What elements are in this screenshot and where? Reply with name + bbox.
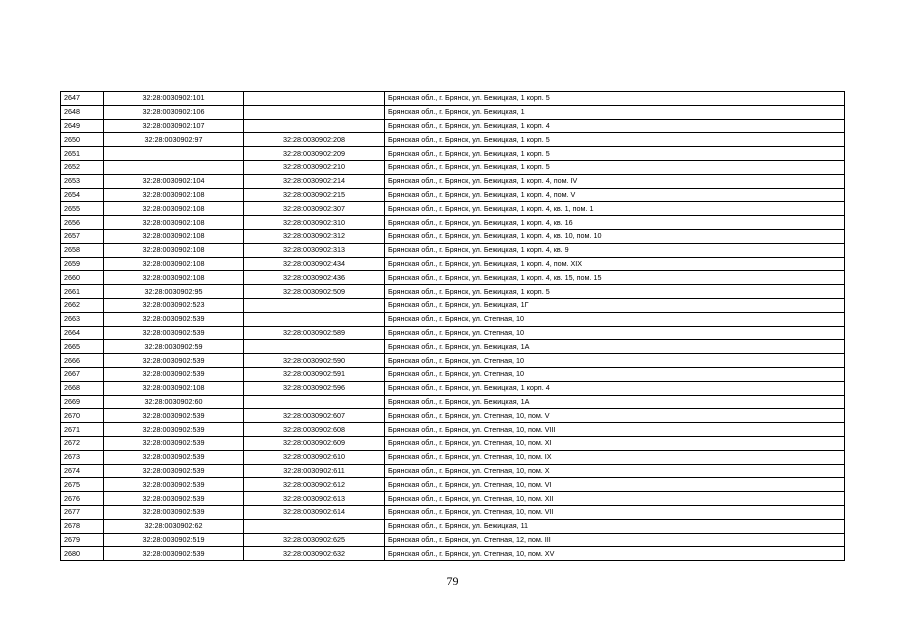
row-number-cell: 2653 <box>61 174 104 188</box>
parcel-number-cell: 32:28:0030902:106 <box>104 105 244 119</box>
object-number-cell <box>244 92 385 106</box>
table-row <box>61 326 845 340</box>
parcel-number-cell: 32:28:0030902:108 <box>104 188 244 202</box>
row-number-cell: 2655 <box>61 202 104 216</box>
row-number-cell: 2673 <box>61 450 104 464</box>
address-cell: Брянская обл., г. Брянск, ул. Бежицкая, 1 корп. 5 <box>385 92 845 106</box>
object-number-cell: 32:28:0030902:610 <box>244 450 385 464</box>
table-row <box>61 202 845 216</box>
table-row <box>61 92 845 106</box>
row-number-cell: 2672 <box>61 436 104 450</box>
parcel-number-cell: 32:28:0030902:539 <box>104 312 244 326</box>
address-cell: Брянская обл., г. Брянск, ул. Степная, 10 <box>385 312 845 326</box>
address-cell: Брянская обл., г. Брянск, ул. Бежицкая, 1 корп. 4 <box>385 119 845 133</box>
parcel-number-cell: 32:28:0030902:60 <box>104 395 244 409</box>
row-number-cell: 2678 <box>61 519 104 533</box>
table-row <box>61 436 845 450</box>
parcel-number-cell: 32:28:0030902:523 <box>104 298 244 312</box>
object-number-cell <box>244 519 385 533</box>
row-number-cell: 2657 <box>61 229 104 243</box>
address-cell: Брянская обл., г. Брянск, ул. Бежицкая, 1 корп. 5 <box>385 285 845 299</box>
parcel-number-cell: 32:28:0030902:539 <box>104 505 244 519</box>
row-number-cell: 2652 <box>61 160 104 174</box>
row-number-cell: 2665 <box>61 340 104 354</box>
row-number-cell: 2669 <box>61 395 104 409</box>
row-number-cell: 2658 <box>61 243 104 257</box>
parcel-number-cell: 32:28:0030902:108 <box>104 381 244 395</box>
row-number-cell: 2674 <box>61 464 104 478</box>
object-number-cell: 32:28:0030902:210 <box>244 160 385 174</box>
address-cell: Брянская обл., г. Брянск, ул. Степная, 10 <box>385 326 845 340</box>
address-cell: Брянская обл., г. Брянск, ул. Бежицкая, 1 корп. 4, кв. 15, пом. 15 <box>385 271 845 285</box>
object-number-cell: 32:28:0030902:607 <box>244 409 385 423</box>
address-cell: Брянская обл., г. Брянск, ул. Степная, 10, пом. V <box>385 409 845 423</box>
row-number-cell: 2660 <box>61 271 104 285</box>
table-row <box>61 257 845 271</box>
row-number-cell: 2670 <box>61 409 104 423</box>
table-row <box>61 547 845 561</box>
address-cell: Брянская обл., г. Брянск, ул. Степная, 10, пом. XI <box>385 436 845 450</box>
address-cell: Брянская обл., г. Брянск, ул. Бежицкая, 1 корп. 4, кв. 1, пом. 1 <box>385 202 845 216</box>
page-number: 79 <box>446 574 459 588</box>
row-number-cell: 2659 <box>61 257 104 271</box>
parcel-number-cell: 32:28:0030902:108 <box>104 202 244 216</box>
row-number-cell: 2680 <box>61 547 104 561</box>
cadastral-table <box>60 91 845 561</box>
object-number-cell: 32:28:0030902:215 <box>244 188 385 202</box>
object-number-cell: 32:28:0030902:611 <box>244 464 385 478</box>
parcel-number-cell: 32:28:0030902:101 <box>104 92 244 106</box>
row-number-cell: 2677 <box>61 505 104 519</box>
table-row <box>61 312 845 326</box>
row-number-cell: 2649 <box>61 119 104 133</box>
table-row <box>61 519 845 533</box>
table-row <box>61 423 845 437</box>
table-row <box>61 298 845 312</box>
parcel-number-cell: 32:28:0030902:539 <box>104 547 244 561</box>
parcel-number-cell: 32:28:0030902:539 <box>104 423 244 437</box>
object-number-cell: 32:28:0030902:596 <box>244 381 385 395</box>
parcel-number-cell: 32:28:0030902:95 <box>104 285 244 299</box>
address-cell: Брянская обл., г. Брянск, ул. Степная, 10 <box>385 367 845 381</box>
parcel-number-cell: 32:28:0030902:539 <box>104 492 244 506</box>
address-cell: Брянская обл., г. Брянск, ул. Бежицкая, 1 корп. 5 <box>385 160 845 174</box>
row-number-cell: 2656 <box>61 216 104 230</box>
parcel-number-cell: 32:28:0030902:539 <box>104 326 244 340</box>
table-row <box>61 229 845 243</box>
parcel-number-cell: 32:28:0030902:539 <box>104 367 244 381</box>
address-cell: Брянская обл., г. Брянск, ул. Бежицкая, 1 корп. 4, пом. V <box>385 188 845 202</box>
object-number-cell <box>244 119 385 133</box>
parcel-number-cell <box>104 160 244 174</box>
address-cell: Брянская обл., г. Брянск, ул. Бежицкая, 1 корп. 4 <box>385 381 845 395</box>
address-cell: Брянская обл., г. Брянск, ул. Бежицкая, 1 корп. 4, пом. XIX <box>385 257 845 271</box>
parcel-number-cell: 32:28:0030902:97 <box>104 133 244 147</box>
parcel-number-cell: 32:28:0030902:539 <box>104 478 244 492</box>
row-number-cell: 2654 <box>61 188 104 202</box>
row-number-cell: 2650 <box>61 133 104 147</box>
object-number-cell: 32:28:0030902:591 <box>244 367 385 381</box>
row-number-cell: 2671 <box>61 423 104 437</box>
object-number-cell <box>244 312 385 326</box>
parcel-number-cell: 32:28:0030902:108 <box>104 243 244 257</box>
row-number-cell: 2664 <box>61 326 104 340</box>
address-cell: Брянская обл., г. Брянск, ул. Степная, 10, пом. IX <box>385 450 845 464</box>
table-row <box>61 533 845 547</box>
object-number-cell: 32:28:0030902:209 <box>244 147 385 161</box>
address-cell: Брянская обл., г. Брянск, ул. Бежицкая, 11 <box>385 519 845 533</box>
address-cell: Брянская обл., г. Брянск, ул. Степная, 10, пом. VII <box>385 505 845 519</box>
parcel-number-cell: 32:28:0030902:108 <box>104 229 244 243</box>
address-cell: Брянская обл., г. Брянск, ул. Бежицкая, 1 корп. 4, кв. 10, пом. 10 <box>385 229 845 243</box>
address-cell: Брянская обл., г. Брянск, ул. Степная, 10, пом. XV <box>385 547 845 561</box>
object-number-cell: 32:28:0030902:436 <box>244 271 385 285</box>
table-row <box>61 119 845 133</box>
table-row <box>61 188 845 202</box>
address-cell: Брянская обл., г. Брянск, ул. Бежицкая, 1Г <box>385 298 845 312</box>
address-cell: Брянская обл., г. Брянск, ул. Бежицкая, 1 корп. 5 <box>385 133 845 147</box>
parcel-number-cell: 32:28:0030902:104 <box>104 174 244 188</box>
address-cell: Брянская обл., г. Брянск, ул. Бежицкая, 1А <box>385 340 845 354</box>
object-number-cell: 32:28:0030902:608 <box>244 423 385 437</box>
object-number-cell: 32:28:0030902:307 <box>244 202 385 216</box>
address-cell: Брянская обл., г. Брянск, ул. Бежицкая, 1 корп. 4, пом. IV <box>385 174 845 188</box>
object-number-cell: 32:28:0030902:590 <box>244 354 385 368</box>
table-row <box>61 354 845 368</box>
table-row <box>61 409 845 423</box>
table-row <box>61 505 845 519</box>
row-number-cell: 2668 <box>61 381 104 395</box>
row-number-cell: 2679 <box>61 533 104 547</box>
row-number-cell: 2661 <box>61 285 104 299</box>
parcel-number-cell: 32:28:0030902:59 <box>104 340 244 354</box>
object-number-cell: 32:28:0030902:625 <box>244 533 385 547</box>
row-number-cell: 2666 <box>61 354 104 368</box>
object-number-cell: 32:28:0030902:614 <box>244 505 385 519</box>
parcel-number-cell: 32:28:0030902:519 <box>104 533 244 547</box>
table-row <box>61 285 845 299</box>
address-cell: Брянская обл., г. Брянск, ул. Степная, 10 <box>385 354 845 368</box>
table-row <box>61 478 845 492</box>
address-cell: Брянская обл., г. Брянск, ул. Бежицкая, 1 корп. 4, кв. 16 <box>385 216 845 230</box>
address-cell: Брянская обл., г. Брянск, ул. Степная, 12, пом. III <box>385 533 845 547</box>
row-number-cell: 2648 <box>61 105 104 119</box>
row-number-cell: 2667 <box>61 367 104 381</box>
row-number-cell: 2647 <box>61 92 104 106</box>
address-cell: Брянская обл., г. Брянск, ул. Бежицкая, 1 корп. 4, кв. 9 <box>385 243 845 257</box>
object-number-cell: 32:28:0030902:313 <box>244 243 385 257</box>
object-number-cell: 32:28:0030902:589 <box>244 326 385 340</box>
address-cell: Брянская обл., г. Брянск, ул. Степная, 10, пом. VIII <box>385 423 845 437</box>
table-row <box>61 340 845 354</box>
parcel-number-cell: 32:28:0030902:108 <box>104 271 244 285</box>
table-row <box>61 492 845 506</box>
parcel-number-cell: 32:28:0030902:539 <box>104 436 244 450</box>
address-cell: Брянская обл., г. Брянск, ул. Степная, 10, пом. VI <box>385 478 845 492</box>
address-cell: Брянская обл., г. Брянск, ул. Степная, 10, пом. X <box>385 464 845 478</box>
parcel-number-cell: 32:28:0030902:108 <box>104 257 244 271</box>
object-number-cell: 32:28:0030902:310 <box>244 216 385 230</box>
row-number-cell: 2662 <box>61 298 104 312</box>
address-cell: Брянская обл., г. Брянск, ул. Бежицкая, 1А <box>385 395 845 409</box>
address-cell: Брянская обл., г. Брянск, ул. Бежицкая, 1 корп. 5 <box>385 147 845 161</box>
object-number-cell <box>244 105 385 119</box>
address-cell: Брянская обл., г. Брянск, ул. Бежицкая, 1 <box>385 105 845 119</box>
address-cell: Брянская обл., г. Брянск, ул. Степная, 10, пом. XII <box>385 492 845 506</box>
object-number-cell <box>244 340 385 354</box>
table-row <box>61 450 845 464</box>
row-number-cell: 2663 <box>61 312 104 326</box>
table-body <box>61 92 845 561</box>
object-number-cell <box>244 298 385 312</box>
object-number-cell: 32:28:0030902:612 <box>244 478 385 492</box>
object-number-cell: 32:28:0030902:613 <box>244 492 385 506</box>
table-row <box>61 243 845 257</box>
parcel-number-cell: 32:28:0030902:539 <box>104 354 244 368</box>
table-row <box>61 367 845 381</box>
object-number-cell <box>244 395 385 409</box>
parcel-number-cell: 32:28:0030902:107 <box>104 119 244 133</box>
table-row <box>61 133 845 147</box>
parcel-number-cell: 32:28:0030902:539 <box>104 450 244 464</box>
object-number-cell: 32:28:0030902:434 <box>244 257 385 271</box>
parcel-number-cell: 32:28:0030902:539 <box>104 409 244 423</box>
object-number-cell: 32:28:0030902:312 <box>244 229 385 243</box>
row-number-cell: 2676 <box>61 492 104 506</box>
object-number-cell: 32:28:0030902:208 <box>244 133 385 147</box>
object-number-cell: 32:28:0030902:214 <box>244 174 385 188</box>
parcel-number-cell: 32:28:0030902:108 <box>104 216 244 230</box>
parcel-number-cell <box>104 147 244 161</box>
parcel-number-cell: 32:28:0030902:539 <box>104 464 244 478</box>
row-number-cell: 2675 <box>61 478 104 492</box>
parcel-number-cell: 32:28:0030902:62 <box>104 519 244 533</box>
table-row <box>61 395 845 409</box>
table-row <box>61 381 845 395</box>
table-row <box>61 105 845 119</box>
table-row <box>61 174 845 188</box>
table-row <box>61 464 845 478</box>
row-number-cell: 2651 <box>61 147 104 161</box>
table-row <box>61 160 845 174</box>
table-row <box>61 216 845 230</box>
object-number-cell: 32:28:0030902:609 <box>244 436 385 450</box>
table-row <box>61 271 845 285</box>
object-number-cell: 32:28:0030902:632 <box>244 547 385 561</box>
object-number-cell: 32:28:0030902:509 <box>244 285 385 299</box>
table-row <box>61 147 845 161</box>
